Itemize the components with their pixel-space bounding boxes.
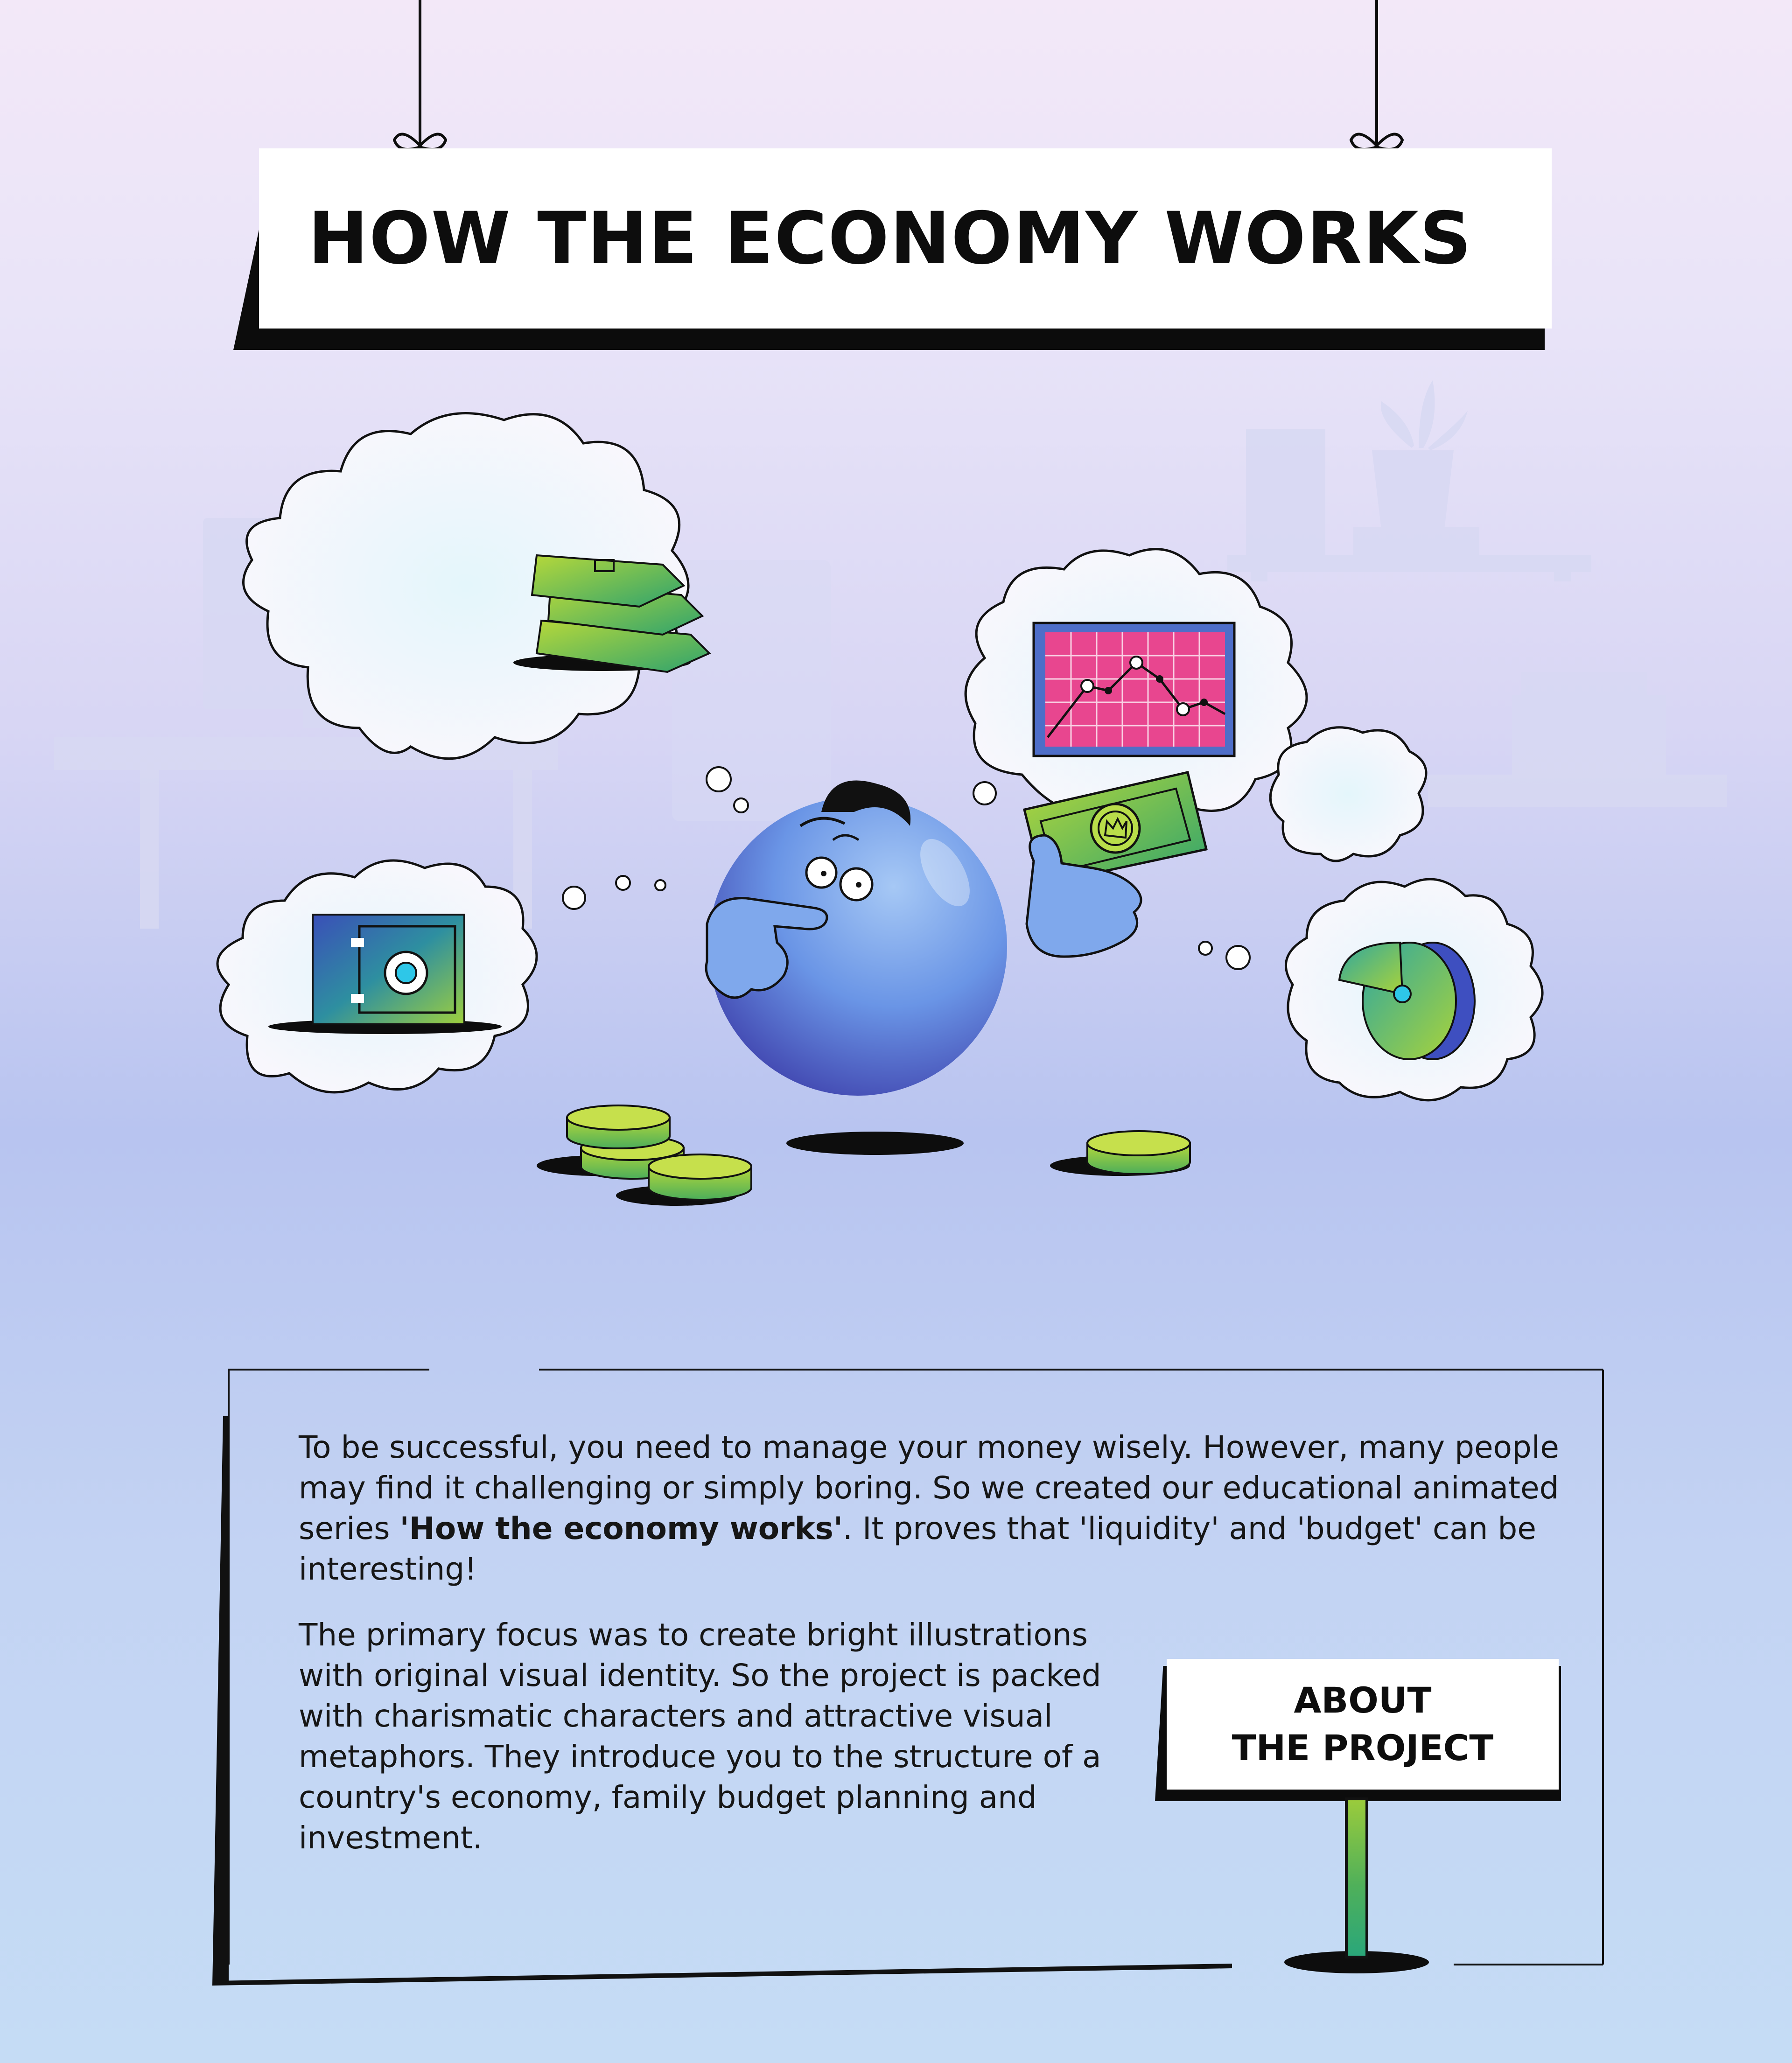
thought-cloud-safe bbox=[217, 860, 537, 1092]
page-title: HOW THE ECONOMY WORKS bbox=[308, 196, 1472, 280]
thought-cloud-pie-chart bbox=[1286, 879, 1542, 1100]
coins-icon bbox=[537, 1105, 1190, 1206]
sign-post bbox=[1345, 1797, 1368, 1958]
about-sign-line1: ABOUT bbox=[1294, 1679, 1432, 1721]
series-name: 'How the economy works' bbox=[399, 1511, 843, 1546]
about-paragraph-2: The primary focus was to create bright illustrations with original visual identity. So the project is packed with charismatic characters and attractive visual metaphors. They introduce you to the structure of a country's economy, family budget planning and investment. bbox=[299, 1617, 1101, 1856]
stock-chart-icon bbox=[1034, 623, 1234, 756]
thought-cloud-small bbox=[1270, 727, 1426, 861]
title-board bbox=[259, 148, 1552, 329]
thought-cloud-gold-bars bbox=[243, 413, 709, 758]
about-sign bbox=[1167, 1659, 1559, 1790]
hanging-strings bbox=[394, 0, 1402, 163]
about-paragraph-1 bbox=[299, 1427, 1587, 1589]
about-paragraph-1-text: To be successful, you need to manage your money wisely. However, many people may find it challenging or simply boring. So we created our educational animated series bbox=[299, 1429, 1559, 1546]
about-paragraph-1-tail: . It proves that 'liquidity' and 'budget' can be interesting! bbox=[299, 1511, 1536, 1587]
about-sign-line2: THE PROJECT bbox=[1232, 1727, 1494, 1769]
thought-cloud-stock-chart bbox=[966, 549, 1307, 823]
